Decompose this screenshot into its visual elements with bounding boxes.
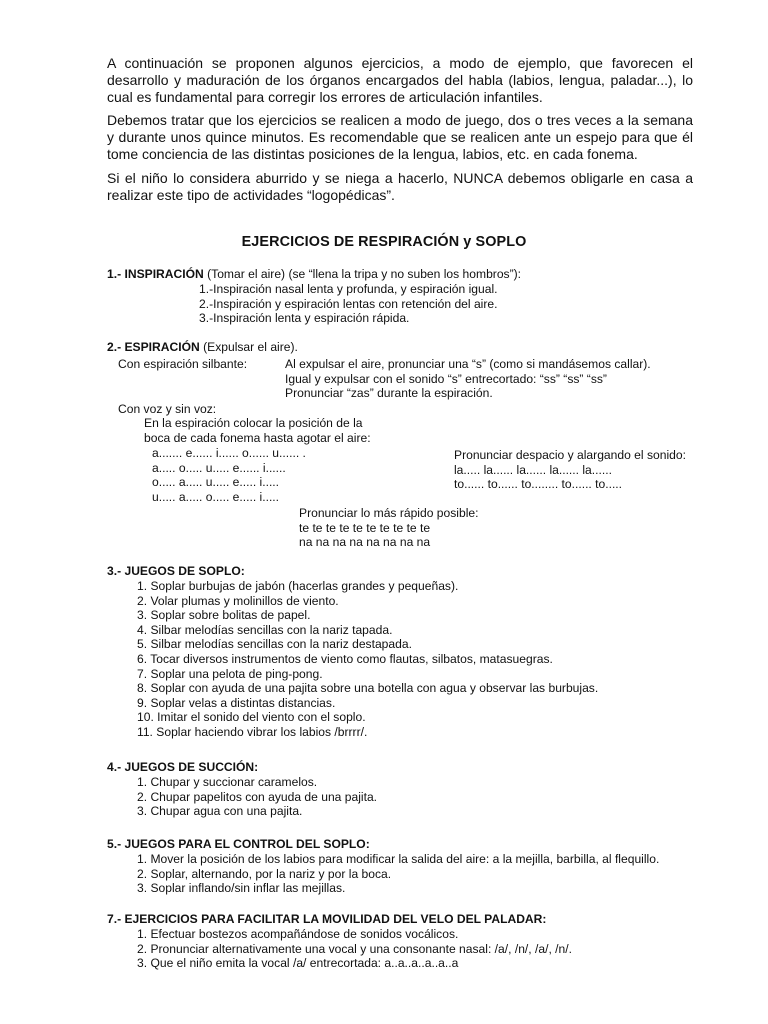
- list-item: Pronunciar despacio y alargando el sonido:: [454, 448, 686, 462]
- list-item: o..... a..... u..... e..... i.....: [152, 475, 280, 490]
- juegos-soplo-list: [137, 579, 598, 740]
- list-item: 8. Soplar con ayuda de una pajita sobre una botella con agua y observar las burbujas.: [137, 681, 599, 696]
- list-item: a....... e...... i...... o...... u...... .: [152, 446, 306, 460]
- vowel-lines: [152, 446, 306, 504]
- section-title: EJERCICIOS DE RESPIRACIÓN y SOPLO: [241, 234, 527, 250]
- list-item: 2.-Inspiración y espiración lentas con retención del aire.: [199, 296, 498, 311]
- list-item: 5. Silbar melodías sencillas con la nariz destapada.: [137, 637, 412, 652]
- list-item: te te te te te te te te te te: [299, 520, 431, 535]
- inspiracion-list: [199, 282, 498, 326]
- rapido-lines: [299, 506, 479, 550]
- list-item: 6. Tocar diversos instrumentos de viento como flautas, silbatos, matasuegras.: [137, 651, 553, 666]
- list-item: 3. Soplar inflando/sin inflar las mejillas.: [137, 881, 346, 896]
- list-item: 3. Soplar sobre bolitas de papel.: [137, 608, 311, 623]
- silbante-label: Con espiración silbante:: [118, 357, 248, 371]
- espiracion-heading: 2.- ESPIRACIÓN: [107, 340, 200, 354]
- list-item: 3. Que el niño emita la vocal /a/ entrecortada: a..a..a..a..a..a: [137, 956, 459, 971]
- inspiracion-note: (Tomar el aire) (se “llena la tripa y no suben los hombros”):: [203, 267, 522, 281]
- list-item: Pronunciar lo más rápido posible:: [299, 506, 479, 520]
- intro-paragraph-2: Debemos tratar que los ejercicios se realicen a modo de juego, dos o tres veces a la semana y durante unos quince minutos. Es recomendable que se realicen ante un espejo para que él tome conciencia de las distintas posiciones de la lengua, labios, etc. en cada fonema.: [107, 112, 693, 163]
- velo-paladar-list: [137, 927, 572, 971]
- list-item: 1. Chupar y succionar caramelos.: [137, 775, 318, 789]
- silbante-lines: [285, 357, 651, 401]
- juegos-soplo-heading: 3.- JUEGOS DE SOPLO:: [107, 564, 245, 578]
- voz-lines: [144, 416, 371, 445]
- list-item: la..... la...... la...... la...... la......: [454, 462, 612, 477]
- list-item: boca de cada fonema hasta agotar el aire:: [144, 430, 371, 445]
- list-item: En la espiración colocar la posición de la: [144, 416, 363, 430]
- velo-paladar-heading: 7.- EJERCICIOS PARA FACILITAR LA MOVILIDAD DEL VELO DEL PALADAR:: [107, 912, 547, 926]
- list-item: 3. Chupar agua con una pajita.: [137, 804, 303, 819]
- control-soplo-list: [137, 852, 659, 896]
- list-item: to...... to...... to........ to...... to.....: [454, 477, 623, 492]
- list-item: 4. Silbar melodías sencillas con la nariz tapada.: [137, 622, 393, 637]
- list-item: 3.-Inspiración lenta y espiración rápida.: [199, 311, 410, 326]
- list-item: 2. Volar plumas y molinillos de viento.: [137, 593, 339, 608]
- inspiracion-heading: 1.- INSPIRACIÓN: [107, 267, 204, 281]
- juegos-succion-heading: 4.- JUEGOS DE SUCCIÓN:: [107, 760, 259, 774]
- list-item: 2. Pronunciar alternativamente una vocal y una consonante nasal: /a/, /n/, /a/, /n/.: [137, 941, 572, 956]
- intro-paragraph-3: Si el niño lo considera aburrido y se niega a hacerlo, NUNCA debemos obligarle en casa a realizar este tipo de actividades “logopédicas”.: [107, 170, 693, 204]
- list-item: 1. Mover la posición de los labios para modificar la salida del aire: a la mejilla, barbilla, al flequillo.: [137, 852, 660, 866]
- intro-paragraph-1: A continuación se proponen algunos ejercicios, a modo de ejemplo, que favorecen el desarrollo y maduración de los órganos encargados del habla (labios, lengua, paladar...), lo cual es fundamental para corregir los errores de articulación infantiles.: [107, 55, 693, 106]
- list-item: 1. Soplar burbujas de jabón (hacerlas grandes y pequeñas).: [137, 579, 459, 593]
- juegos-succion-list: [137, 775, 377, 819]
- list-item: 9. Soplar velas a distintas distancias.: [137, 695, 336, 710]
- control-soplo-heading: 5.- JUEGOS PARA EL CONTROL DEL SOPLO:: [107, 837, 370, 851]
- espiracion-heading-line: [107, 340, 298, 355]
- inspiracion-heading-line: [107, 267, 521, 282]
- list-item: 1.-Inspiración nasal lenta y profunda, y espiración igual.: [199, 282, 498, 296]
- list-item: 2. Soplar, alternando, por la nariz y por la boca.: [137, 866, 392, 881]
- list-item: 1. Efectuar bostezos acompañándose de sonidos vocálicos.: [137, 927, 459, 941]
- list-item: Igual y expulsar con el sonido “s” entrecortado: “ss” “ss” “ss”: [285, 371, 607, 386]
- list-item: 11. Soplar haciendo vibrar los labios /brrrr/.: [137, 724, 368, 739]
- list-item: na na na na na na na na: [299, 535, 431, 550]
- list-item: 7. Soplar una pelota de ping-pong.: [137, 666, 323, 681]
- list-item: u..... a..... o..... e..... i.....: [152, 489, 280, 504]
- list-item: 10. Imitar el sonido del viento con el soplo.: [137, 710, 366, 725]
- voz-label: Con voz y sin voz:: [118, 402, 217, 416]
- espiracion-note: (Expulsar el aire).: [199, 340, 298, 354]
- list-item: Al expulsar el aire, pronunciar una “s” (como si mandásemos callar).: [285, 357, 651, 371]
- despacio-lines: [454, 448, 686, 492]
- list-item: 2. Chupar papelitos con ayuda de una pajita.: [137, 789, 378, 804]
- list-item: a..... o..... u..... e...... i......: [152, 460, 286, 475]
- list-item: Pronunciar “zas” durante la espiración.: [285, 386, 493, 401]
